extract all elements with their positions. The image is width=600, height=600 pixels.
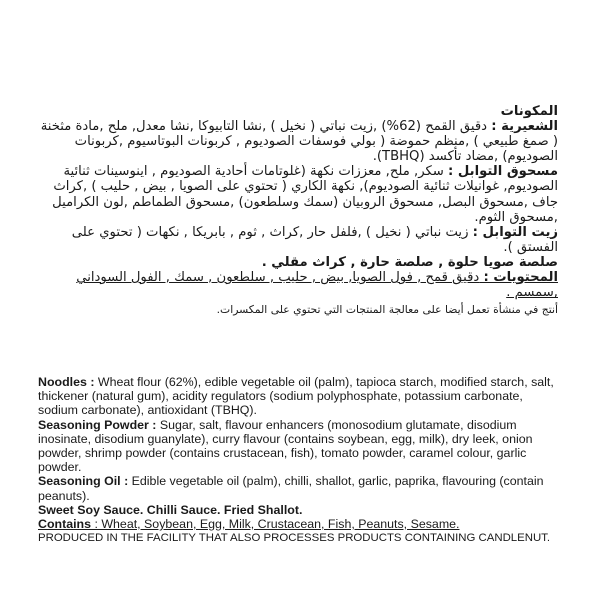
- arabic-contains-label: المحتويات :: [483, 270, 558, 286]
- english-powder-text: Sugar, salt, flavour enhancers (monosodium glutamate, disodium inosinate, disodium guanylate), curry flavour (contains soybean, egg, milk), dry leek, onion powder, shrimp powder (contains crustacean, fish), tomato powder, caramel colour, garlic powder.: [38, 417, 533, 475]
- english-oil-paragraph: [38, 474, 566, 502]
- english-oil-label: Seasoning Oil :: [38, 474, 129, 489]
- arabic-powder-paragraph: [38, 164, 558, 224]
- arabic-contains-text: دقيق قمح , فول الصويا, بيض , حليب , سلطعون , سمك , الفول السوداني ,سمسم .: [76, 270, 558, 301]
- arabic-noodles-text: دقيق القمح (62%) ,زيت نباتي ( نخيل ) ,نشا التابيوكا ,نشا معدل, ملح ,مادة مثخنة ( صمغ طبيعي ) ,منظم حموضة ( بولي فوسفات الصوديوم , كربونات البوتاسيوم ,كربونات الصوديوم) ,مضاد تأكسد (TBHQ).: [40, 119, 558, 165]
- arabic-oil-paragraph: [38, 225, 558, 255]
- english-contains-label: Contains: [38, 517, 92, 532]
- arabic-sauces-line: صلصة صويا حلوة , صلصة حارة , كراث مقلي .: [261, 254, 558, 270]
- english-powder-label: Seasoning Powder :: [38, 417, 157, 432]
- english-sauces-line: Sweet Soy Sauce. Chilli Sauce. Fried Shallot.: [38, 502, 303, 517]
- arabic-powder-text: سكر, ملح, معززات نكهة (غلوتامات أحادية الصوديوم , اينوسينات ثنائية الصوديوم, غوانيلات ثنائية الصوديوم), نكهة الكاري ( تحتوي على الصويا , بيض , حليب ) ,كراث جاف ,مسحوق البصل, مسحوق الروبيان (سمك وسلطعون) ,مسحوق الطماطم ,لون الكراميل ,مسحوق الثوم.: [52, 164, 558, 225]
- arabic-heading: المكونات: [500, 104, 558, 119]
- arabic-noodles-label: الشعيرية :: [491, 119, 558, 135]
- arabic-contains-paragraph: [38, 270, 558, 300]
- arabic-oil-label: زيت التوابل :: [472, 224, 558, 240]
- arabic-oil-text: زيت نباتي ( نخيل ) ,فلفل حار ,كراث , ثوم , بابريكا , نكهات ( تحتوي على الفستق ).: [71, 224, 558, 255]
- english-facility-note: PRODUCED IN THE FACILITY THAT ALSO PROCESSES PRODUCTS CONTAINING CANDLENUT.: [38, 532, 551, 545]
- arabic-powder-label: مسحوق التوابل :: [448, 164, 558, 180]
- english-ingredients-block: [38, 375, 566, 545]
- arabic-ingredients-block: [38, 104, 558, 317]
- arabic-noodles-paragraph: [38, 119, 558, 164]
- english-powder-paragraph: [38, 418, 566, 475]
- english-contains-text: : Wheat, Soybean, Egg, Milk, Crustacean, Fish, Peanuts, Sesame.: [91, 517, 460, 532]
- english-noodles-paragraph: [38, 375, 566, 418]
- english-contains-paragraph: [38, 517, 566, 531]
- english-noodles-label: Noodles :: [38, 375, 95, 389]
- arabic-facility-note: أنتج في منشأة تعمل أيضا على معالجة المنتجات التي تحتوي على المكسرات.: [216, 303, 558, 317]
- english-oil-text: Edible vegetable oil (palm), chilli, shallot, garlic, paprika, flavouring (contain peanuts).: [38, 474, 544, 503]
- english-noodles-text: Wheat flour (62%), edible vegetable oil (palm), tapioca starch, modified starch, salt, thickener (natural gum), acidity regulators (sodium polyphosphate, potassium carbonate, sodium carbonate), antioxidant (TBHQ).: [38, 375, 554, 418]
